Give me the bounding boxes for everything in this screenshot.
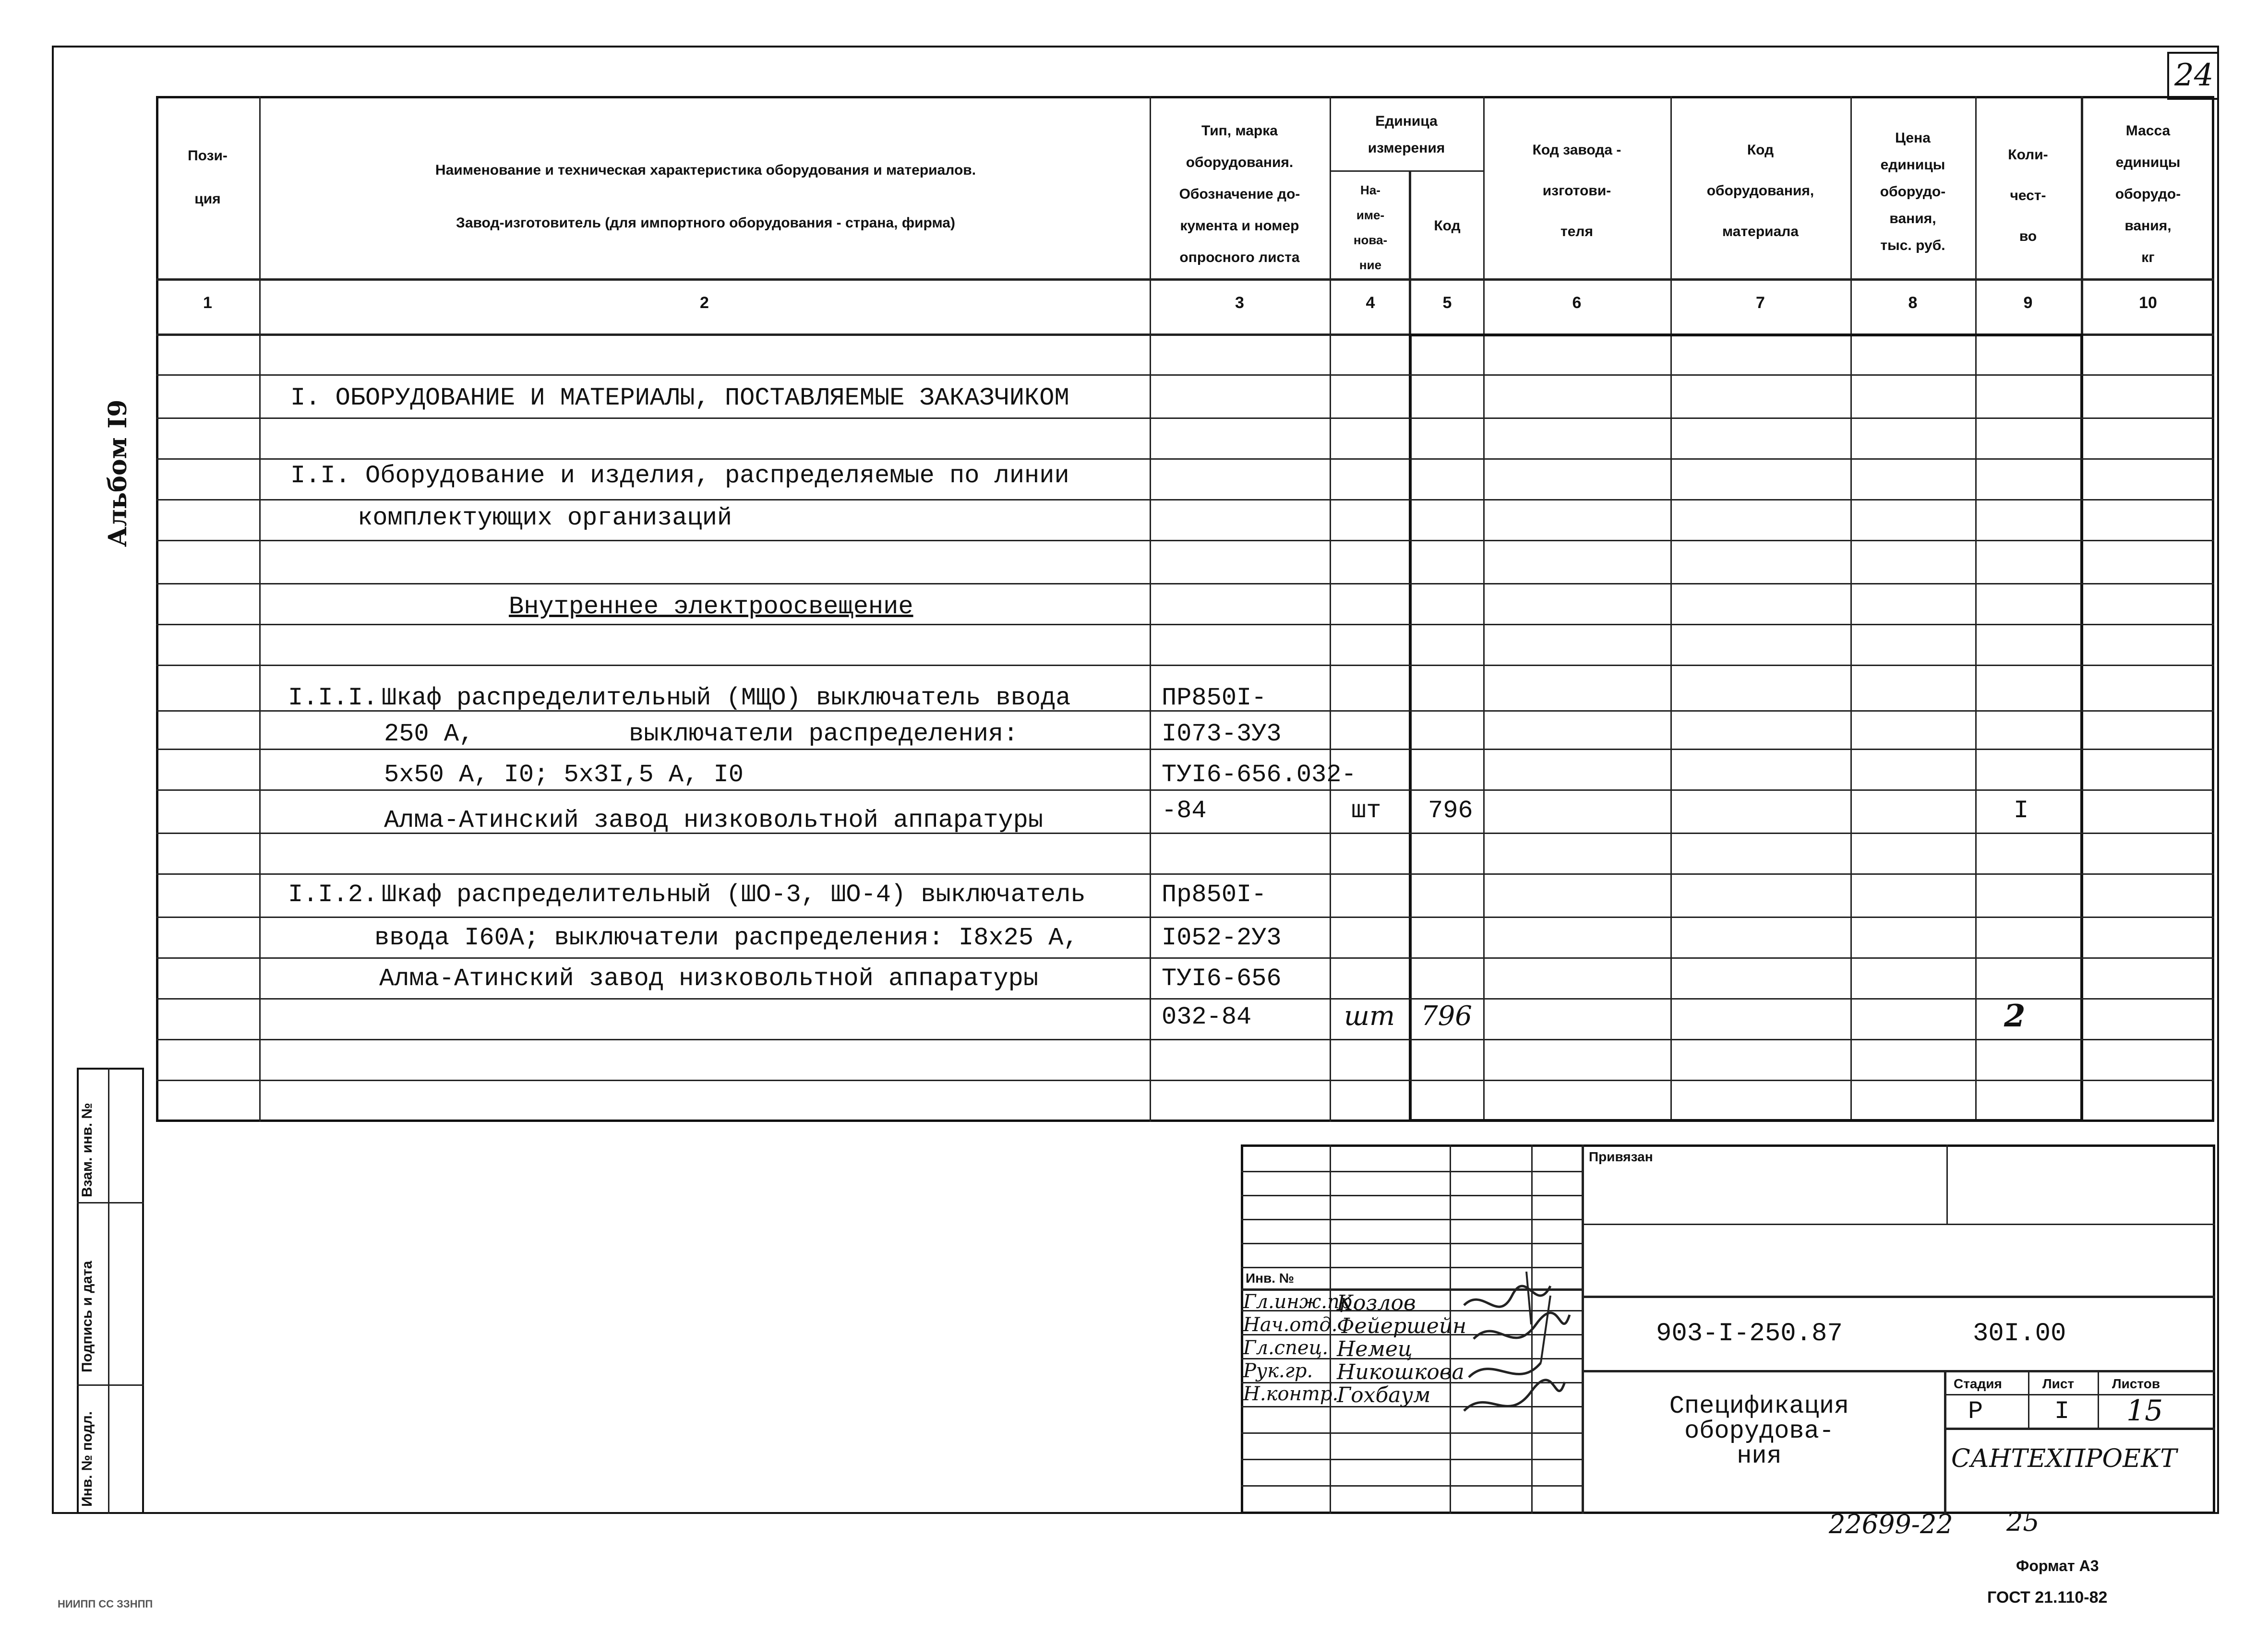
header-col9: Коли- чест- во [2008,147,2048,244]
colnum-7: 7 [1756,294,1765,312]
role-1: Гл.инж.пр. [1243,1291,1358,1313]
side-divider [77,1384,144,1386]
header-col6: Код завода - изготови- теля [1532,142,1621,239]
row-line [156,417,2214,419]
colnum-4: 4 [1366,294,1375,312]
item1-line3: 5х50 А, I0; 5х3I,5 А, I0 [384,761,744,789]
row-line [156,749,2214,750]
doc-title: Спецификация оборудова- ния [1669,1392,1849,1470]
row-line [156,374,2214,376]
item2-type4: 032-84 [1162,1003,1252,1031]
row-line [156,458,2214,460]
row-line [156,540,2214,541]
name-4: Никошкова [1337,1360,1464,1384]
subsection-title: Внутреннее электроосвещение [509,593,913,621]
header-units-group: Единица измерения [1368,113,1445,156]
col-line [1150,96,1151,1122]
item2-line2: ввода I60А; выключатели распределения: I8х25 А, [374,924,1079,952]
row-line [156,873,2214,875]
role-3: Гл.спец. [1243,1337,1329,1359]
name-2: Фейершейн [1337,1314,1467,1338]
item1-unit: шт [1351,797,1381,825]
sheet-value: I [2054,1397,2070,1426]
header-col3: Тип, марка оборудования. Обозначение до- кумента и номер опросного листа [1179,123,1300,265]
row-line [156,789,2214,791]
signatures [1454,1267,1579,1449]
stamp-line [1944,1370,1946,1514]
stamp-line [1241,1219,1582,1220]
inv-no-label: Инв. № [1246,1271,1295,1286]
row-line [156,1039,2214,1040]
stamp-line [1944,1428,2215,1430]
item1-line2a: 250 А, [384,720,474,748]
item1-type3: ТУI6-656.032- [1162,761,1356,789]
role-5: Н.контр. [1243,1383,1339,1405]
header-col2: Наименование и техническая характеристика оборудования и материалов. Завод-изготовитель (для импортного оборудования - страна, фирма) [435,162,976,231]
header-col1: Пози- ция [188,148,228,207]
item2-code: 796 [1421,1001,1472,1032]
bold-box [1409,334,2083,1122]
stage-value: Р [1968,1397,1983,1426]
units-subline [1330,170,1483,172]
colnum-10: 10 [2139,294,2157,312]
item1-type2: I073-3У3 [1162,720,1282,748]
item1-line4: Алма-Атинский завод низковольтной аппаратуры [384,806,1044,834]
item1-type4: -84 [1162,797,1207,825]
row-line [156,583,2214,584]
item1-qty: I [2014,797,2029,825]
colnum-8: 8 [1908,294,1918,312]
header-col4: На- име- нова- ние [1353,183,1388,272]
bottom-number: 22699-22 [1829,1509,1953,1539]
item2-unit: шт [1344,1001,1395,1032]
header-line [156,278,2214,281]
stamp-line [1582,1296,2215,1298]
format-label: Формат А3 [2016,1557,2099,1574]
item1-line2b: выключатели распределения: [629,720,1019,748]
name-1: Козлов [1337,1291,1416,1315]
section-1: I. ОБОРУДОВАНИЕ И МАТЕРИАЛЫ, ПОСТАВЛЯЕМЫЕ ЗАКАЗЧИКОМ [290,384,1069,412]
role-4: Рук.гр. [1243,1360,1313,1382]
sheet-number: 24 [2174,58,2214,93]
item2-line1: Шкаф распределительный (ШО-3, ШО-4) выключатель [382,881,1086,909]
stamp-line [1241,1171,1582,1172]
item2-type2: I052-2У3 [1162,924,1282,952]
row-line [156,917,2214,918]
stamp-line [2098,1370,2099,1428]
doc-sheet: 30I.00 [1973,1319,2066,1348]
colnum-1: 1 [203,294,212,312]
org-name: САНТЕХПРОЕКТ [1951,1444,2177,1473]
header-col7: Код оборудования, материала [1706,142,1814,239]
name-3: Немец [1337,1337,1413,1361]
stamp-line [1946,1144,1948,1224]
item2-qty: 2 [2004,998,2026,1034]
stamp-line [1944,1394,2215,1395]
stamp-line [1241,1459,1582,1460]
sheets-value: 15 [2126,1394,2163,1428]
item2-type1: Пр850I- [1162,881,1267,909]
colnum-5: 5 [1442,294,1452,312]
stamp-line [1582,1370,2215,1372]
item1-code: 796 [1428,797,1473,825]
item2-pos: I.I.2. [288,881,378,909]
role-2: Нач.отд. [1243,1314,1338,1336]
side-field-vzam: Взам. инв. № [79,1103,95,1197]
col-line [1330,96,1331,1122]
row-line [156,624,2214,625]
stamp-line [1241,1485,1582,1487]
bottom-left-mark: НИИПП СС ЗЗНПП [58,1598,153,1610]
stamp-line [1241,1195,1582,1196]
row-line [156,957,2214,959]
colnum-3: 3 [1235,294,1244,312]
stamp-line [1241,1243,1582,1244]
colnum-2: 2 [700,294,709,312]
stage-label: Стадия [1954,1376,2002,1391]
side-divider [108,1068,109,1514]
gost-label: ГОСТ 21.110-82 [1987,1588,2108,1607]
item1-type1: ПР850I- [1162,684,1267,712]
item1-line1: Шкаф распределительный (МЩО) выключатель ввода [382,684,1071,712]
section-1-1b: комплектующих организаций [358,504,732,532]
bottom-page: 25 [2006,1507,2040,1537]
side-field-podpis: Подпись и дата [79,1261,95,1372]
doc-code: 903-I-250.87 [1656,1319,1843,1348]
section-1-1a: I.I. Оборудование и изделия, распределяемые по линии [290,462,1069,490]
side-field-inv: Инв. № подл. [79,1411,95,1507]
row-line [156,499,2214,500]
item2-type3: ТУI6-656 [1162,965,1282,993]
item1-pos: I.I.I. [288,684,378,712]
colnum-9: 9 [2023,294,2033,312]
header-col5: Код [1434,218,1461,234]
stamp-line [1582,1224,2215,1225]
header-col8: Цена единицы оборудо- вания, тыс. руб. [1880,130,1946,253]
row-line [156,998,2214,1000]
header-col10: Масса единицы оборудо- вания, кг [2115,123,2181,265]
name-5: Гохбаум [1337,1383,1431,1407]
colnum-6: 6 [1572,294,1582,312]
privyazan-label: Привязан [1589,1149,1653,1164]
album-label: Альбом I9 [103,399,132,547]
stamp-line [1582,1144,1584,1514]
side-divider [77,1202,144,1203]
stamp-line [2028,1370,2029,1428]
sheets-label: Листов [2112,1376,2160,1391]
row-line [156,1080,2214,1081]
col-line [259,96,261,1122]
item2-line3: Алма-Атинский завод низковольтной аппаратуры [379,965,1039,993]
sheet-label: Лист [2042,1376,2075,1391]
row-line [156,665,2214,666]
